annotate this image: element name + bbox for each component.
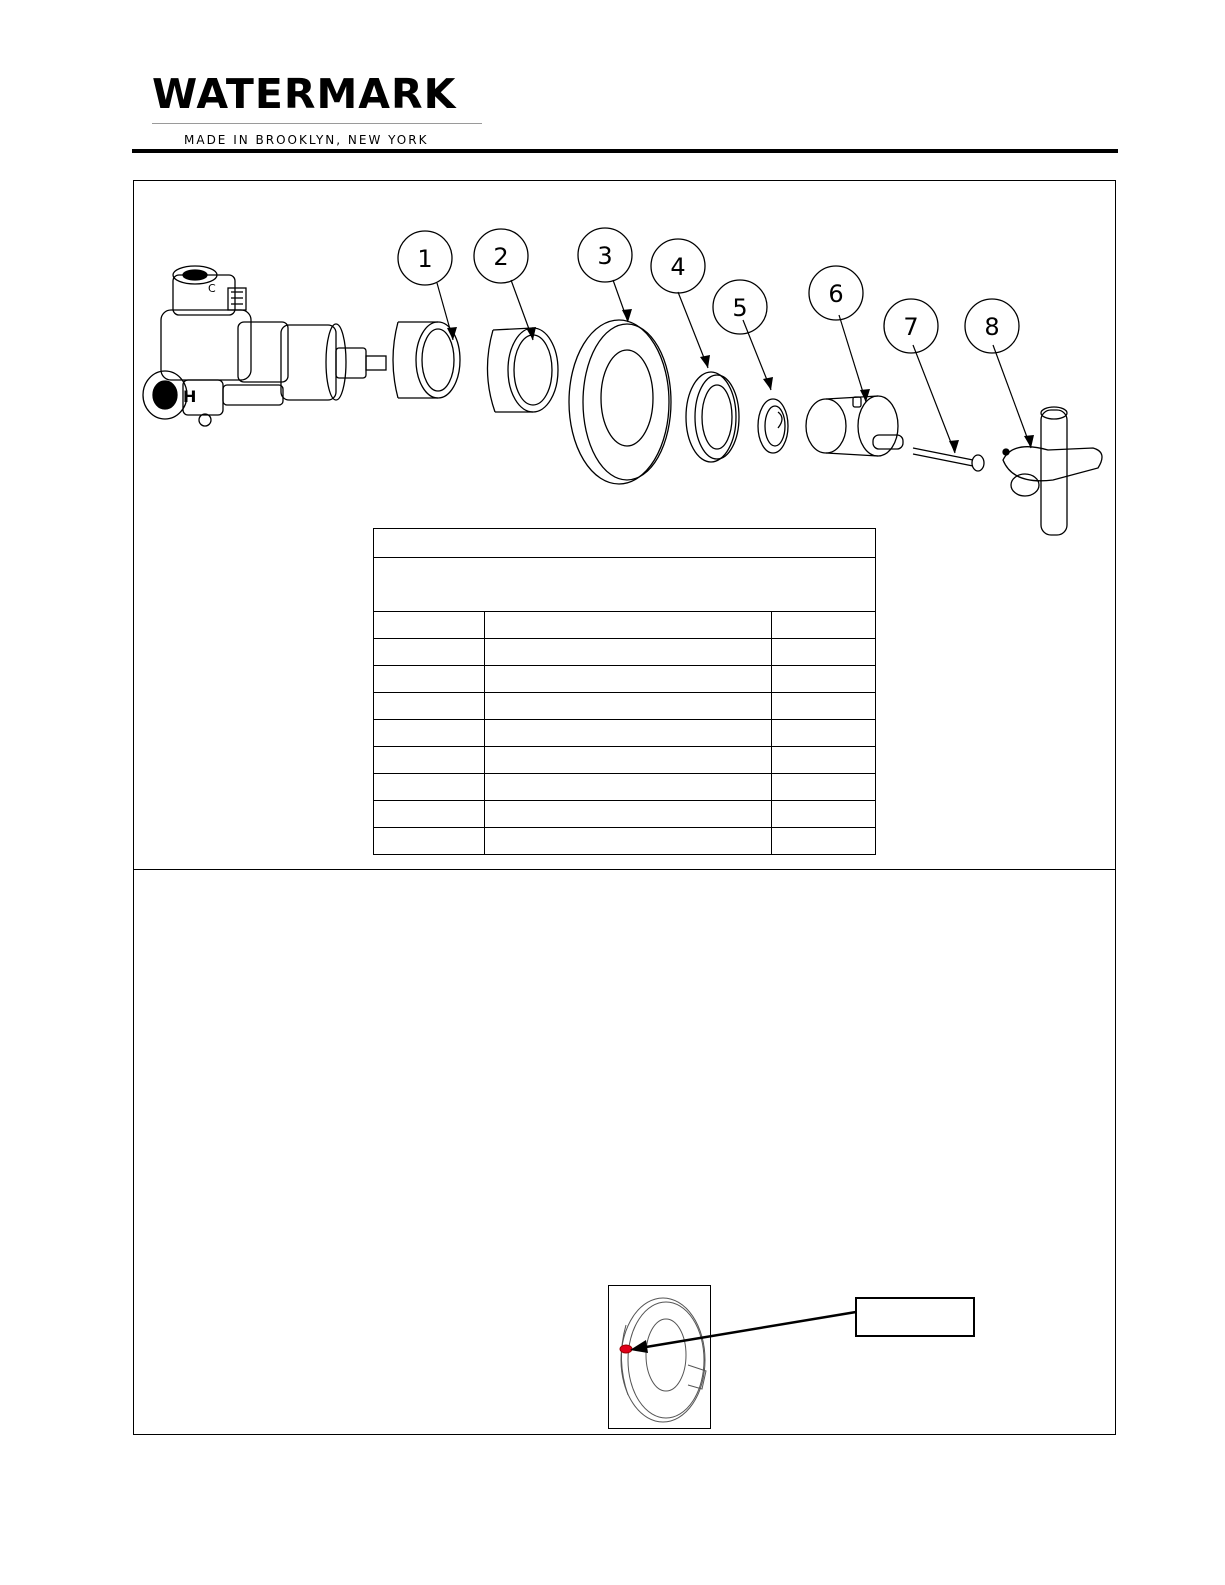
- balloon-4-number: 4: [670, 253, 686, 281]
- part-5-clip: [758, 399, 788, 453]
- cell-qty: [771, 801, 875, 828]
- cell-description: [485, 666, 771, 693]
- balloon-5-number: 5: [732, 294, 748, 322]
- header-description: [485, 612, 771, 639]
- table-title: [374, 529, 876, 558]
- cell-description: [485, 747, 771, 774]
- cell-item: [374, 774, 485, 801]
- part-3-escutcheon: [569, 320, 671, 484]
- balloon-2-number: 2: [493, 243, 509, 271]
- table-row: [374, 801, 876, 828]
- cold-label: C: [208, 282, 216, 295]
- valve-body: [143, 266, 386, 426]
- brand-name: WATERMARK: [152, 70, 457, 118]
- callout-label-box: [855, 1297, 975, 1337]
- part-4-ring: [686, 372, 739, 462]
- cell-description: [485, 774, 771, 801]
- brand-tagline: MADE IN BROOKLYN, NEW YORK: [184, 133, 429, 147]
- cell-description: [485, 801, 771, 828]
- part-7-screw: [913, 448, 984, 471]
- part-8-cross-handle: [1003, 407, 1102, 535]
- cell-description: [485, 639, 771, 666]
- part-6-handle-base: [806, 396, 903, 456]
- cell-description: [485, 720, 771, 747]
- cell-item: [374, 747, 485, 774]
- table-row: [374, 774, 876, 801]
- table-row: [374, 693, 876, 720]
- cell-qty: [771, 747, 875, 774]
- cell-qty: [771, 828, 875, 855]
- watermark-logo: [152, 70, 482, 150]
- parts-table: [373, 528, 876, 855]
- hot-label: H: [183, 387, 197, 406]
- table-row: [374, 666, 876, 693]
- balloon-1-number: 1: [417, 245, 433, 273]
- cell-qty: [771, 693, 875, 720]
- exploded-view-diagram: [133, 180, 1116, 550]
- cell-item: [374, 801, 485, 828]
- table-row: [374, 828, 876, 855]
- logo-divider: [152, 123, 482, 124]
- table-row: [374, 639, 876, 666]
- callout-arrow: [600, 1290, 870, 1360]
- table-row: [374, 720, 876, 747]
- table-subtitle: [374, 558, 876, 612]
- balloon-8-number: 8: [984, 313, 1000, 341]
- cell-item: [374, 639, 485, 666]
- header-divider: [132, 149, 1118, 153]
- balloon-3-number: 3: [597, 242, 613, 270]
- cell-qty: [771, 720, 875, 747]
- table-row: [374, 747, 876, 774]
- balloon-6-number: 6: [828, 280, 844, 308]
- header-qty: [771, 612, 875, 639]
- cell-description: [485, 828, 771, 855]
- cell-qty: [771, 639, 875, 666]
- cell-item: [374, 666, 485, 693]
- header-item: [374, 612, 485, 639]
- cell-item: [374, 720, 485, 747]
- cell-description: [485, 693, 771, 720]
- balloon-7-number: 7: [903, 313, 919, 341]
- part-2-sleeve: [487, 328, 558, 412]
- cell-qty: [771, 666, 875, 693]
- cell-item: [374, 693, 485, 720]
- leader-arrowheads: [447, 309, 1034, 453]
- table-header-row: [374, 612, 876, 639]
- cell-item: [374, 828, 485, 855]
- cell-qty: [771, 774, 875, 801]
